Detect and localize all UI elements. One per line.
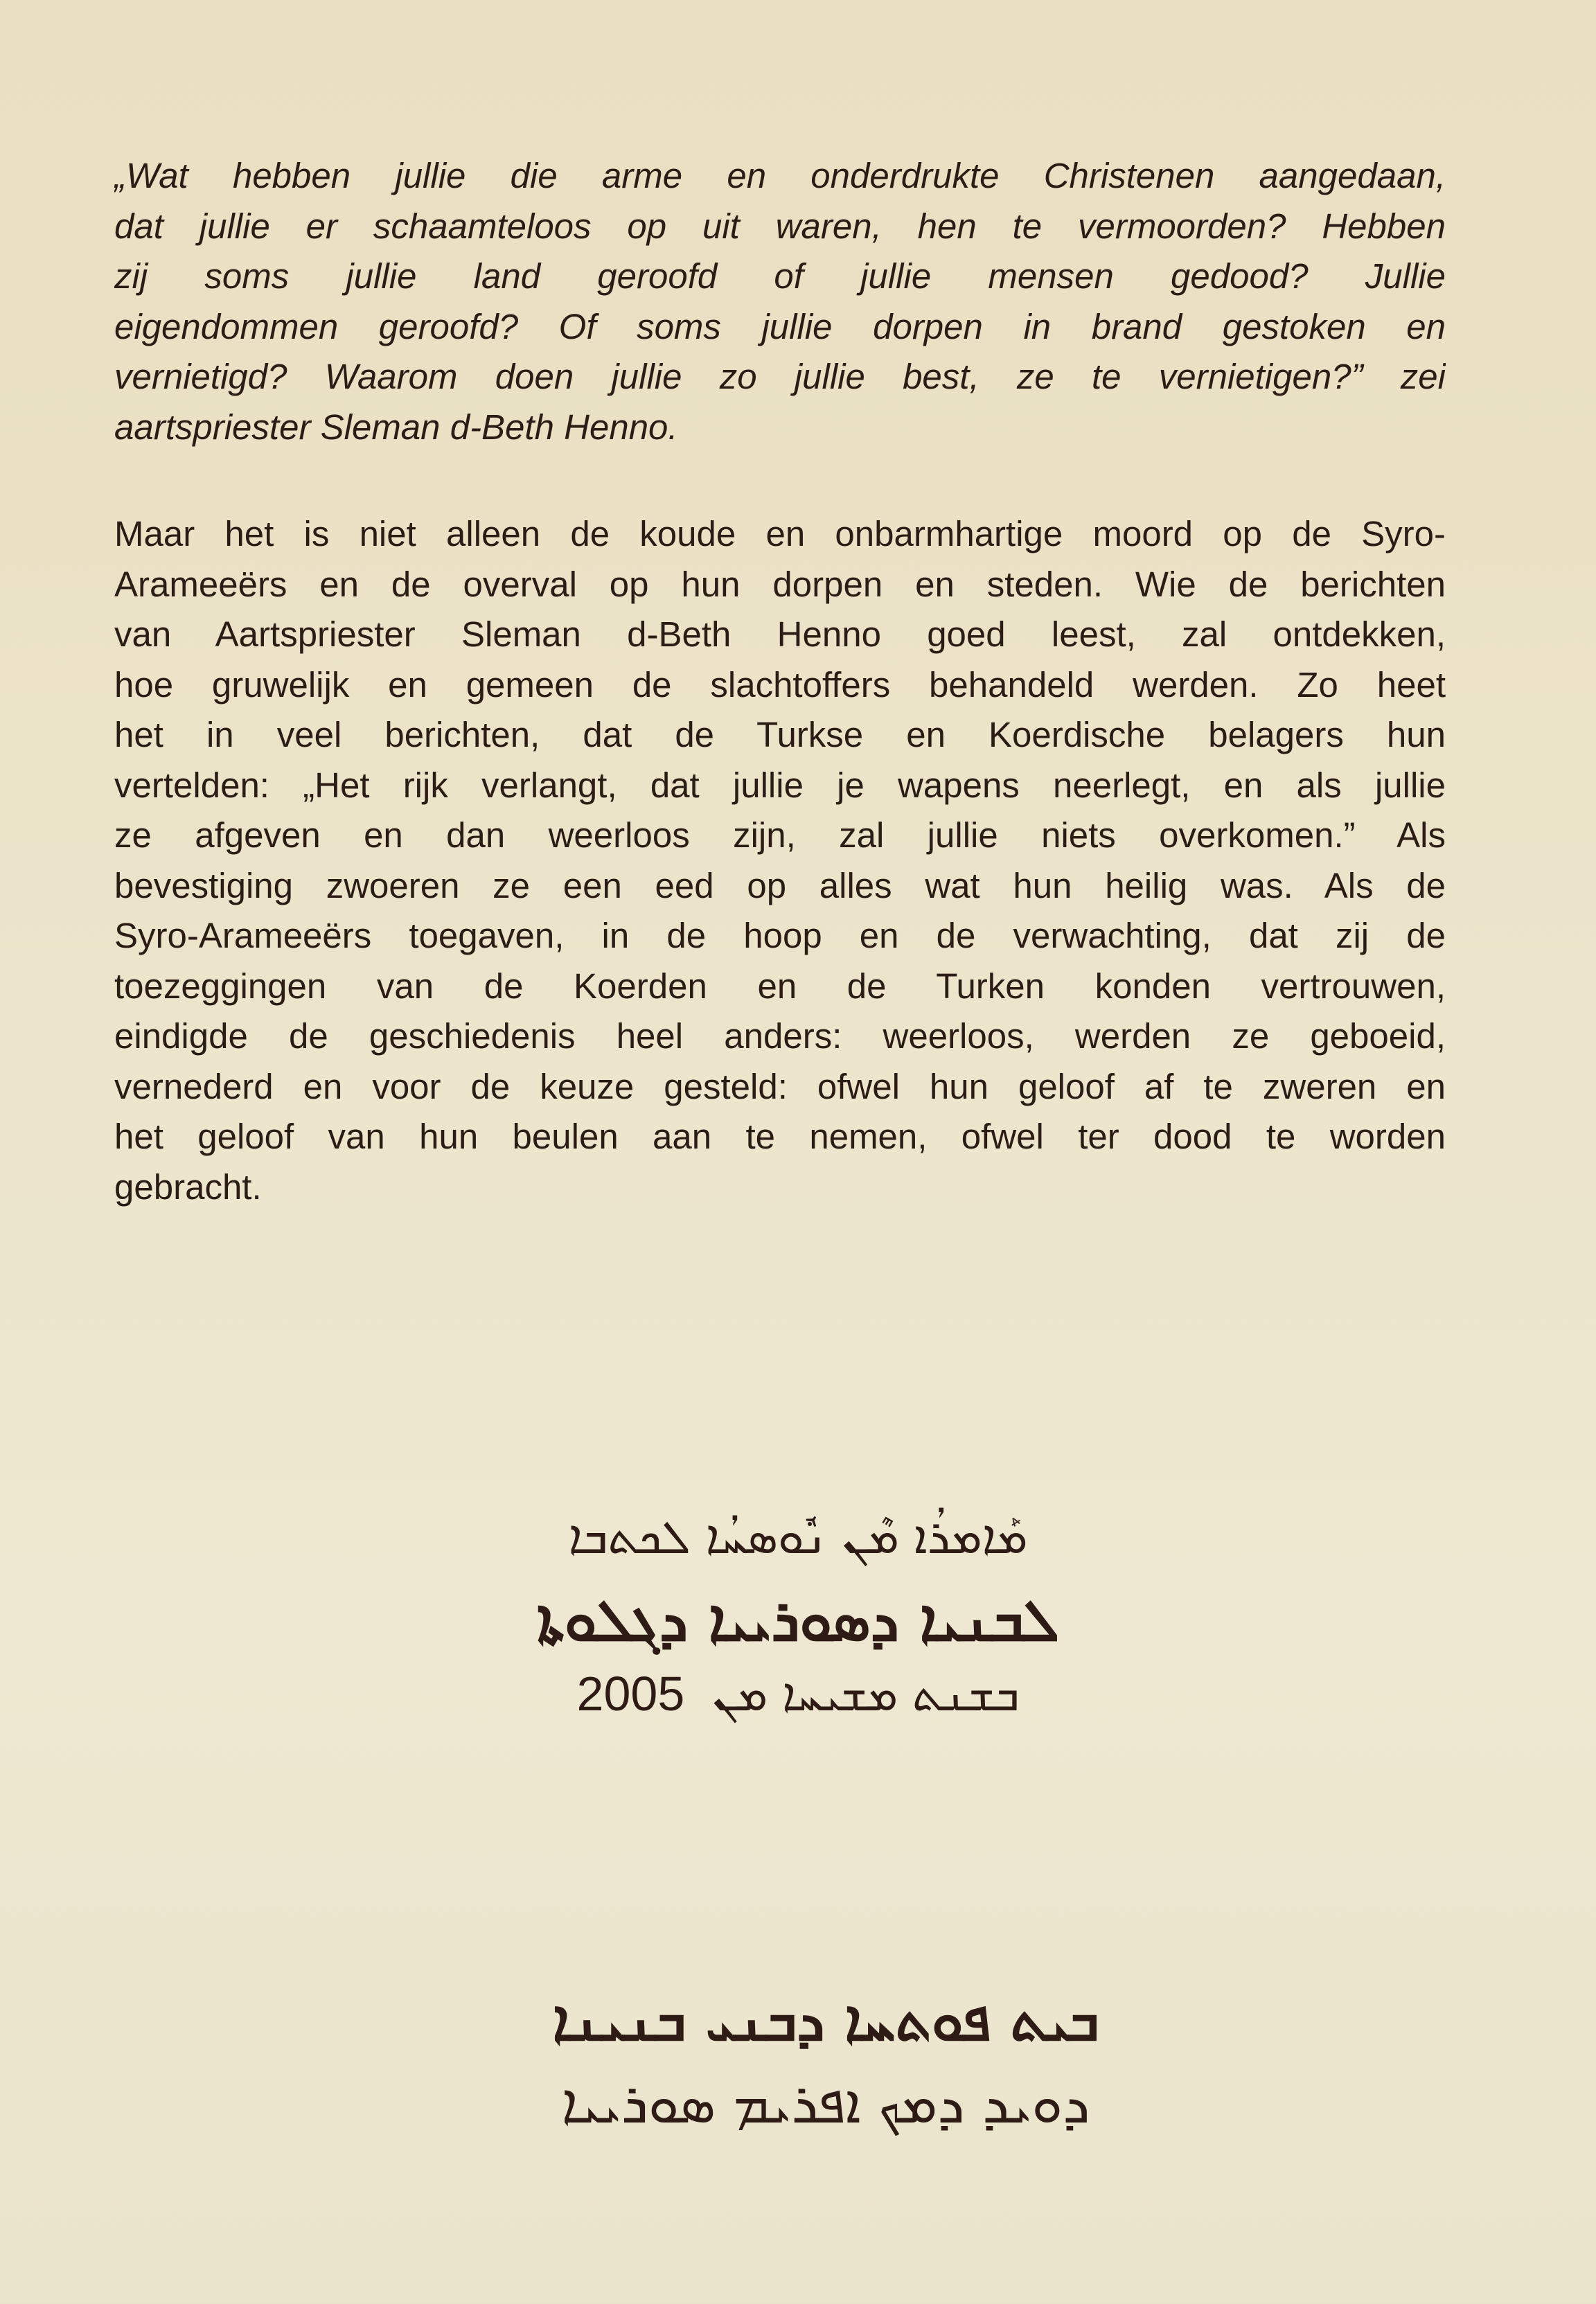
text-line: het geloof van hun beulen aan te nemen, ofwel ter dood te worden xyxy=(114,1117,1446,1156)
text-line: vernietigd? Waarom doen jullie zo jullie best, ze te vernietigen?” zei xyxy=(114,357,1446,396)
text-line: gebracht. xyxy=(114,1167,262,1207)
text-line: hoe gruwelijk en gemeen de slachtoffers behandeld werden. Zo heet xyxy=(114,664,1446,705)
text-line: aartspriester Sleman d-Beth Henno. xyxy=(114,407,678,447)
publication-year: 2005 xyxy=(576,1667,685,1721)
syriac-date-line xyxy=(0,1666,1596,1723)
text-line: ze afgeven en dan weerloos zijn, zal jullie niets overkomen.” Als xyxy=(114,815,1446,855)
text-line: bevestiging zwoeren ze een eed op alles wat hun heilig was. Als de xyxy=(114,865,1446,905)
syriac-title: ܠܒܢܝܐ ܕܣܘܪܝܝܐ ܕܓܠܘܬܐ xyxy=(536,1586,1060,1654)
body-paragraph xyxy=(114,509,1446,1212)
syriac-date-text: ܒܫܢܬ ܡܫܝܚܐ ܡܢ xyxy=(713,1668,1020,1721)
text-line: „Wat hebben jullie die arme en onderdrukte Christenen aangedaan, xyxy=(114,156,1446,195)
text-line: Arameeërs en de overval op hun dorpen en steden. Wie de berichten xyxy=(114,564,1446,604)
text-line: eigendommen geroofd? Of soms jullie dorpen in brand gestoken en xyxy=(114,306,1446,346)
quote-paragraph xyxy=(114,151,1446,452)
text-line: zij soms jullie land geroofd of jullie mensen gedood? Jullie xyxy=(114,256,1446,296)
syriac-publisher: ܒܝܬ ܦܘܬܚܐ ܕܒܢܝ ܒܢܝܢܐ xyxy=(552,1988,1099,2054)
text-line: eindigde de geschiedenis heel anders: weerloos, werden ze geboeid, xyxy=(114,1016,1446,1056)
syriac-publisher-subline: ܕܘܝܕ ܕܡܟ ܐܦܪܝܡ ܣܘܪܝܝܐ xyxy=(561,2071,1090,2136)
syriac-subtitle: ܡܰܐܡܪܳܐ ܡܶܢ ܢܽܘܣܚܳܐ ܠܟܬܒܐ xyxy=(568,1510,1028,1565)
text-line: dat jullie er schaamteloos op uit waren, hen te vermoorden? Hebben xyxy=(114,206,1446,246)
text-line: toezeggingen van de Koerden en de Turken konden vertrouwen, xyxy=(114,966,1446,1006)
text-line: het in veel berichten, dat de Turkse en Koerdische belagers hun xyxy=(114,715,1446,754)
text-line: Maar het is niet alleen de koude en onbarmhartige moord op de Syro- xyxy=(114,514,1446,553)
text-line: vertelden: „Het rijk verlangt, dat jullie je wapens neerlegt, en als jullie xyxy=(114,765,1446,805)
text-line: Syro-Arameeërs toegaven, in de hoop en de verwachting, dat zij de xyxy=(114,916,1446,955)
text-line: vernederd en voor de keuze gesteld: ofwel hun geloof af te zweren en xyxy=(114,1066,1446,1106)
text-line: van Aartspriester Sleman d-Beth Henno goed leest, zal ontdekken, xyxy=(114,614,1446,654)
